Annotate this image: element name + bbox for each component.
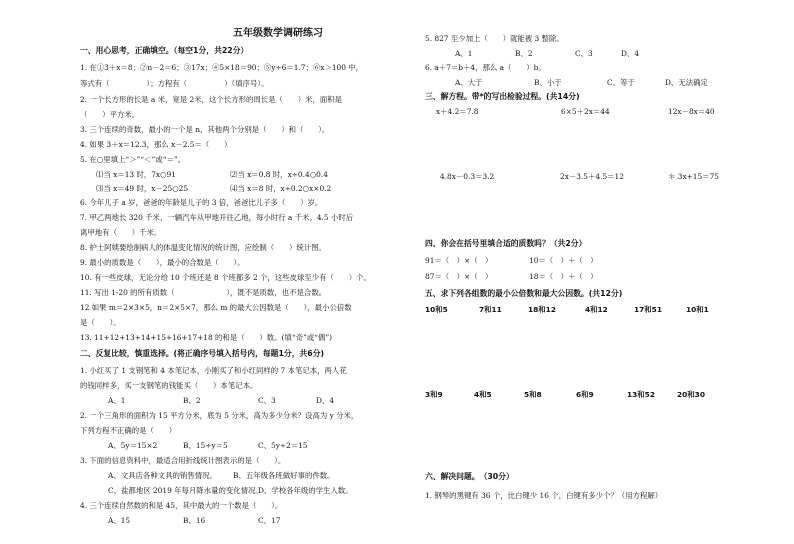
number-pair: 10和1: [686, 305, 709, 314]
number-pair: 17和51: [634, 305, 662, 314]
section-heading-6: 六、解决问题。 （30分）: [425, 472, 514, 481]
q2-5: 5. 827 至少加上（ ）就能被 3 整除。: [425, 34, 564, 43]
q2-2-option-b: B、15÷y＝5: [183, 441, 228, 450]
number-pair: 4和5: [474, 390, 492, 399]
q1-7-line2: 离甲地有（ ）千米。: [80, 228, 162, 237]
section-heading-2: 二、反复比较，慎重选择。(将正确序号填入括号内，每题1分，共6分): [80, 349, 325, 358]
q1-3: 3. 三个连续的奇数，最小的一个是 n，其他两个分别是（ ）和（ ）。: [80, 125, 330, 134]
section-heading-3: 三、解方程。带*的写出检验过程。(共14分): [425, 92, 580, 101]
number-pair: 7和11: [479, 305, 502, 314]
prime-fill-4: 18＝（ ）＋（ ）: [529, 272, 598, 281]
q2-6-option-a: A、大于: [455, 78, 483, 87]
number-pair: 6和9: [576, 390, 594, 399]
number-pair: 3和9: [425, 390, 443, 399]
q2-3-option-a: A、文具店各种文具的销售情况。: [108, 471, 217, 480]
q2-4-option-b: B、16: [183, 516, 206, 525]
q2-6-option-d: D、无法确定: [665, 78, 708, 87]
prime-fill-2: 10＝（ ）＋（ ）: [529, 256, 598, 265]
q1-7-line1: 7. 甲乙两地长 320 千米，一辆汽车从甲地开往乙地，每小时行 a 千米。4.5 小时后: [80, 213, 354, 222]
equation-6: ＊ 3x+15＝75: [668, 172, 720, 181]
q2-5-option-b: B、2: [515, 49, 533, 58]
q1-5-lead: 5. 在○里填上“＞”“＜”或“＝”。: [80, 155, 186, 164]
equation-3: 12x－8x＝40: [668, 107, 715, 116]
q2-4-option-a: A、15: [108, 516, 131, 525]
q2-4-option-c: C、17: [258, 516, 281, 525]
number-pair: 10和5: [425, 305, 448, 314]
q1-5-item4: ⑷当 x＝8 时，x÷0.2○x×0.2: [230, 184, 332, 193]
q1-9: 9. 最小的质数是（ ），最小的合数是（ ）。: [80, 258, 245, 267]
q1-12-line2: 是（ ）。: [80, 318, 121, 327]
equation-5: 2x－3.5＋4.5＝12: [560, 172, 624, 181]
word-problem-1: 1. 钢琴的黑键有 36 个，比白键少 16 个，白键有多少个？（用方程解）: [425, 491, 663, 500]
section-heading-1: 一、用心思考，正确填空。（每空1分，共22分）: [80, 46, 249, 55]
q2-1-option-d: D、4: [316, 396, 335, 405]
number-pair: 18和12: [528, 305, 556, 314]
q1-6: 6. 今年儿子 a 岁，爸爸的年龄是儿子的 3 倍，爸爸比儿子多（ ）岁。: [80, 198, 323, 207]
q1-5-item3: ⑶当 x＝49 时，x－25○25: [96, 184, 189, 193]
q2-1-line1: 1. 小红买了 1 支钢笔和 4 本笔记本，小刚买了和小红同样的 7 本笔记本，两人花: [80, 366, 347, 375]
q2-4: 4. 三个连续自然数的和是 45，其中最大的一个数是（ ）。: [80, 501, 283, 510]
q1-10: 10. 有一些皮球，无论分给 10 个班还是 8 个班都多 2 个，这些皮球至少有（ ）个。: [80, 273, 371, 282]
q2-1-line2: 的钱同样多，买一支钢笔的钱能买（ ）本笔记本。: [80, 381, 258, 390]
q2-2-option-a: A、5y＝15×2: [108, 441, 158, 450]
equation-2: 6×5＋2x＝44: [561, 107, 610, 116]
q1-5-item2: ⑵当 x＝0.8 时，x÷0.4○0.4: [230, 170, 328, 179]
number-pair: 4和12: [585, 305, 608, 314]
q2-5-option-d: D、4: [621, 49, 640, 58]
number-pair: 13和52: [627, 390, 655, 399]
q2-1-option-b: B、2: [183, 396, 201, 405]
q2-3-option-d: D、学校各年级的学生人数。: [258, 486, 353, 495]
q2-2-option-c: C、5y÷2＝15: [258, 441, 308, 450]
q1-5-item1: ⑴当 x＝13 时，7x○91: [96, 170, 176, 179]
q1-4: 4. 如果 3＋x＝12.3，那么 x－2.5＝（ ）: [80, 140, 232, 149]
section-heading-4: 四、你会在括号里填合适的质数吗？（共2分）: [425, 239, 587, 248]
number-pair: 5和8: [524, 390, 542, 399]
number-pair: 20和30: [677, 390, 705, 399]
q1-8: 8. 护士阿姨要绘制病人的体温变化情况的统计图，应绘制（ ）统计图。: [80, 243, 326, 252]
q2-3: 3. 下面的信息资料中，最适合用折线统计图表示的是（ ）。: [80, 456, 286, 465]
q1-11: 11. 写出 1-20 的所有质数（ ），既不是质数，也不是合数。: [80, 288, 327, 297]
q1-13: 13. 11+12+13+14+15+16+17+18 的和是（ ）数。(填“奇”或“偶”): [80, 333, 332, 342]
page-title: 五年级数学调研练习: [233, 28, 323, 39]
q2-1-option-a: A、1: [108, 396, 126, 405]
q2-6-option-b: B、小于: [534, 78, 562, 87]
q1-12-line1: 12 如果 m＝2×3×5，n＝2×5×7，那么 m 的最大公因数是（ ），最小公倍数: [80, 303, 352, 312]
q2-3-option-b: B、五年级各班做好事的件数。: [233, 471, 335, 480]
q2-2-line1: 2. 一个三角形的面积为 15 平方分米，底为 5 分米，高为多少分米？设高为 y 分米，: [80, 411, 359, 420]
q1-2-line2: （ ）平方米。: [80, 110, 140, 119]
q2-6: 6. a＋7＝b＋4，那么 a（ ）b。: [425, 63, 546, 72]
q1-1-line1: 1. 在①3＋x＝8；②n－2＝6；③17x；④5×18＝90；⑤y÷6＝1.7；⑥x＞100 中，: [80, 63, 364, 72]
q2-2-line2: 下列方程不正确的是（ ）: [80, 426, 177, 435]
equation-1: x＋4.2＝7.8: [436, 107, 479, 116]
equation-4: 4.8x－0.3＝3.2: [440, 172, 495, 181]
q2-5-option-a: A、1: [455, 49, 473, 58]
section-heading-5: 五、求下列各组数的最小公倍数和最大公因数。(共12分): [425, 289, 623, 298]
q2-3-option-c: C、盐都地区 2019 年每月降水量的变化情况。: [108, 486, 263, 495]
q1-1-line2: 等式有（ ）；方程有（ ）（填序号）。: [80, 79, 269, 88]
prime-fill-3: 87＝（ ）×（ ）: [425, 272, 493, 281]
q2-5-option-c: C、3: [575, 49, 593, 58]
q2-6-option-c: C、等于: [607, 78, 635, 87]
q1-2-line1: 2. 一个长方形的长是 a 米，宽是 2米，这个长方形的周长是（ ）米，面积是: [80, 95, 343, 104]
prime-fill-1: 91＝（ ）×（ ）: [425, 256, 493, 265]
q2-1-option-c: C、3: [258, 396, 276, 405]
